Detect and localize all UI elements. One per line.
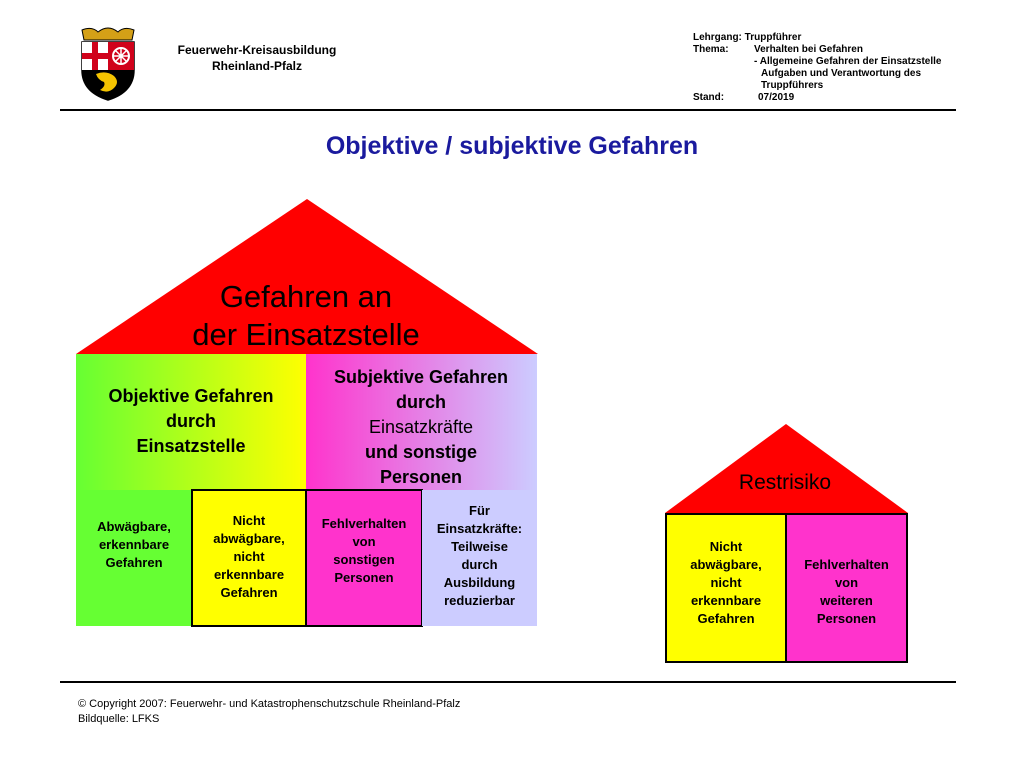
small-house-roof [665,424,908,513]
page-title: Objektive / subjektive Gefahren [325,132,699,160]
thema-line4: Truppführers [761,80,824,91]
thema-label: Thema: [693,44,729,55]
objective-label: Objektive Gefahren durch Einsatzstelle [108,386,274,456]
restrisiko-label: Restrisiko [738,471,832,494]
stand-value: 07/2019 [758,92,795,103]
small-cell-nicht-abwaegbare-label: Nicht abwägbare, nicht erkennbare Gefahren [690,539,762,626]
footer [78,697,460,727]
thema-line3: Aufgaben und Verantwortung des [761,68,922,79]
lehrgang-value: Truppführer [744,32,802,43]
cell-abwaegbare-label: Abwägbare, erkennbare Gefahren [97,519,171,570]
copyright-text: © Copyright 2007: Feuerwehr- und Katastrophenschutzschule Rheinland-Pfalz [78,698,461,710]
organization-name: Feuerwehr-Kreisausbildung Rheinland-Pfalz [177,43,337,73]
image-source-text: Bildquelle: LFKS [78,713,160,725]
cell-nicht-abwaegbare-label: Nicht abwägbare, nicht erkennbare Gefahren [213,513,285,600]
small-cell-fehlverhalten-label: Fehlverhalten von weiteren Personen [804,557,889,626]
subjective-label: Subjektive Gefahren durch Einsatzkräfte und sonstige Personen [333,367,509,487]
footer-divider [60,681,956,683]
cell-fehlverhalten-label: Fehlverhalten von sonstigen Personen [321,516,407,585]
stand-label: Stand: [693,92,725,103]
cell-einsatzkraefte-label: Für Einsatzkräfte: Teilweise durch Ausbildung reduzierbar [436,503,523,608]
lehrgang-label: Lehrgang: [693,32,742,43]
thema-line2: - Allgemeine Gefahren der Einsatzstelle [754,56,942,67]
main-roof-label: Gefahren an der Einsatzstelle [192,279,420,352]
thema-value: Verhalten bei Gefahren [754,44,863,55]
